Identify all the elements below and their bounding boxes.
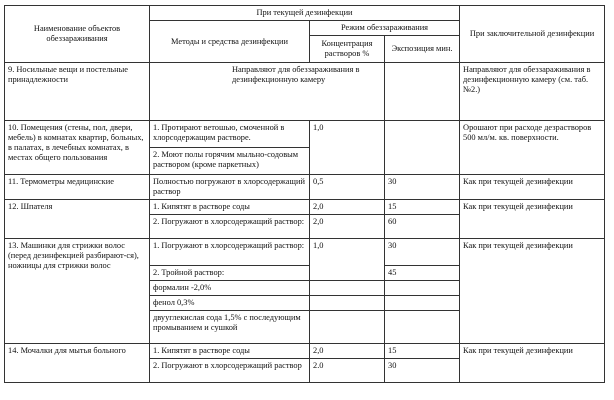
row12-conc-1: 2,0 [310, 200, 385, 215]
row11-exp: 30 [385, 175, 460, 200]
row13-method-1: 1. Погружают в хлорсодержащий раствор: [150, 239, 310, 266]
row14-exp-1: 15 [385, 344, 460, 359]
row11-method: Полностью погружают в хлорсодержащий раствор [150, 175, 310, 200]
disinfection-table [4, 5, 605, 383]
row13-object: 13. Машинки для стрижки волос (перед дезинфекцией разбирают-ся), ножницы для стрижки волос [5, 239, 150, 344]
header-objects: Наименование объектов обеззараживания [5, 6, 150, 63]
row13-method-4: фенол 0,3% [150, 296, 310, 311]
table-row [5, 175, 605, 200]
row12-method-2: 2. Погружают в хлорсодержащий раствор: [150, 215, 310, 239]
row13-final: Как при текущей дезинфекции [460, 239, 605, 344]
row10-conc-1: 1,0 [310, 121, 385, 175]
row13-method-3: формалин -2,0% [150, 281, 310, 296]
table-row [5, 121, 605, 148]
row12-exp-2: 60 [385, 215, 460, 239]
header-row-1 [5, 6, 605, 21]
row13-exp-1: 30 [385, 239, 460, 266]
row10-final: Орошают при расходе дезрастворов 500 мл/м. кв. поверхности. [460, 121, 605, 175]
row12-method-1: 1. Кипятят в растворе соды [150, 200, 310, 215]
row13-conc-1: 1,0 [310, 239, 385, 281]
row12-exp-1: 15 [385, 200, 460, 215]
table-row [5, 239, 605, 266]
row9-final: Направляют для обеззараживания в дезинфекционную камеру (см. таб. №2.) [460, 63, 605, 121]
row10-method-1: 1. Протирают ветошью, смоченной в хлорсодержащим растворе. [150, 121, 310, 148]
row12-conc-2: 2,0 [310, 215, 385, 239]
row14-final: Как при текущей дезинфекции [460, 344, 605, 383]
row9-object: 9. Носильные вещи и постельные принадлежности [5, 63, 150, 121]
row10-object: 10. Помещения (стены, пол, двери, мебель) в комнатах квартир, больных, в палатах, в лечебных комнатах, в местах общего пользования [5, 121, 150, 175]
row13-method-2: 2. Тройной раствор: [150, 266, 310, 281]
row12-object: 12. Шпателя [5, 200, 150, 239]
header-final: При заключительной дезинфекции [460, 6, 605, 63]
header-methods: Методы и средства дезинфекции [150, 21, 310, 63]
header-exposure: Экспозиция мин. [385, 36, 460, 63]
table-row [5, 344, 605, 359]
row14-object: 14. Мочалки для мытья больного [5, 344, 150, 383]
row11-conc: 0,5 [310, 175, 385, 200]
row14-method-1: 1. Кипятят в растворе соды [150, 344, 310, 359]
row11-object: 11. Термометры медицинские [5, 175, 150, 200]
row13-exp-2: 45 [385, 266, 460, 281]
table-row [5, 200, 605, 215]
row13-method-5: двууглекислая сода 1,5% с последующим промыванием и сушкой [150, 311, 310, 344]
row14-method-2: 2. Погружают в хлорсодержащий раствор [150, 359, 310, 383]
header-current: При текущей дезинфекции [150, 6, 460, 21]
row11-final: Как при текущей дезинфекции [460, 175, 605, 200]
row14-conc-2: 2.0 [310, 359, 385, 383]
row9-method: Направляют для обеззараживания в дезинфекционную камеру [150, 63, 385, 121]
table-row [5, 63, 605, 121]
header-mode: Режим обеззараживания [310, 21, 460, 36]
row14-conc-1: 2,0 [310, 344, 385, 359]
header-concentration: Концентрация растворов % [310, 36, 385, 63]
row10-method-2: 2. Моют полы горячим мыльно-содовым раствором (кроме паркетных) [150, 148, 310, 175]
row14-exp-2: 30 [385, 359, 460, 383]
row12-final: Как при текущей дезинфекции [460, 200, 605, 239]
